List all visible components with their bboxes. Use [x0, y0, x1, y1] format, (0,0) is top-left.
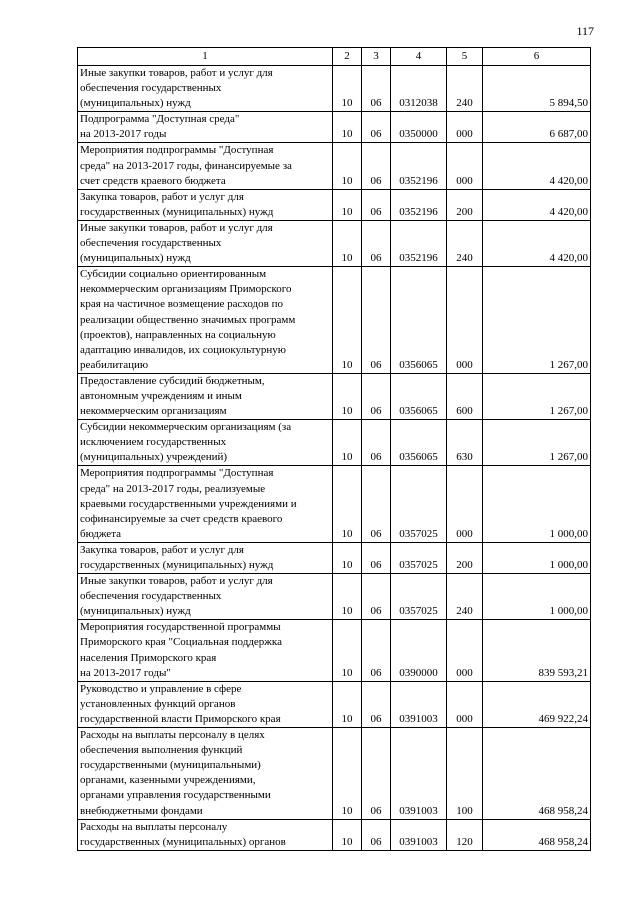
cell-section: 10 — [333, 728, 362, 820]
cell-name: Мероприятия подпрограммы "Доступная среда" на 2013-2017 годы, реализуемые краевыми государственными учреждениями и софинансируемые за счет средств краевого бюджета — [78, 466, 333, 542]
cell-subsection: 06 — [362, 620, 391, 681]
cell-section: 10 — [333, 112, 362, 143]
cell-name: Подпрограмма "Доступная среда" на 2013-2017 годы — [78, 112, 333, 143]
table-row — [78, 420, 591, 466]
cell-amount: 1 267,00 — [483, 267, 591, 374]
cell-subsection: 06 — [362, 574, 391, 620]
table-row — [78, 466, 591, 542]
cell-subsection: 06 — [362, 466, 391, 542]
cell-expense-type: 000 — [447, 681, 483, 727]
cell-name: Мероприятия подпрограммы "Доступная среда" на 2013-2017 годы, финансируемые за счет средств краевого бюджета — [78, 143, 333, 189]
cell-article: 0352196 — [391, 143, 447, 189]
header-cell-amount: 6 — [483, 48, 591, 66]
cell-subsection: 06 — [362, 542, 391, 573]
cell-article: 0356065 — [391, 373, 447, 419]
cell-subsection: 06 — [362, 220, 391, 266]
cell-article: 0357025 — [391, 542, 447, 573]
table-row — [78, 542, 591, 573]
cell-amount: 468 958,24 — [483, 819, 591, 850]
table-body — [78, 48, 591, 851]
cell-name: Субсидии некоммерческим организациям (за исключением государственных (муниципальных) учреждений) — [78, 420, 333, 466]
cell-name: Руководство и управление в сфере установленных функций органов государственной власти Приморского края — [78, 681, 333, 727]
cell-subsection: 06 — [362, 267, 391, 374]
table-row — [78, 819, 591, 850]
cell-section: 10 — [333, 819, 362, 850]
cell-name: Закупка товаров, работ и услуг для государственных (муниципальных) нужд — [78, 542, 333, 573]
cell-expense-type: 200 — [447, 189, 483, 220]
cell-article: 0391003 — [391, 681, 447, 727]
header-cell-expense-type: 5 — [447, 48, 483, 66]
cell-expense-type: 240 — [447, 66, 483, 112]
cell-name: Иные закупки товаров, работ и услуг для обеспечения государственных (муниципальных) нужд — [78, 220, 333, 266]
cell-expense-type: 630 — [447, 420, 483, 466]
cell-amount: 469 922,24 — [483, 681, 591, 727]
cell-article: 0390000 — [391, 620, 447, 681]
budget-table — [77, 47, 591, 851]
cell-article: 0350000 — [391, 112, 447, 143]
table-row — [78, 620, 591, 681]
cell-subsection: 06 — [362, 681, 391, 727]
cell-amount: 839 593,21 — [483, 620, 591, 681]
cell-subsection: 06 — [362, 728, 391, 820]
cell-amount: 1 267,00 — [483, 373, 591, 419]
cell-section: 10 — [333, 466, 362, 542]
cell-subsection: 06 — [362, 373, 391, 419]
cell-article: 0312038 — [391, 66, 447, 112]
cell-section: 10 — [333, 681, 362, 727]
table-row — [78, 143, 591, 189]
cell-expense-type: 240 — [447, 220, 483, 266]
cell-section: 10 — [333, 189, 362, 220]
cell-expense-type: 000 — [447, 112, 483, 143]
cell-amount: 4 420,00 — [483, 143, 591, 189]
cell-section: 10 — [333, 542, 362, 573]
cell-amount: 6 687,00 — [483, 112, 591, 143]
cell-name: Мероприятия государственной программы Приморского края "Социальная поддержка населения Приморского края на 2013-2017 годы" — [78, 620, 333, 681]
table-row — [78, 220, 591, 266]
cell-section: 10 — [333, 620, 362, 681]
cell-article: 0356065 — [391, 420, 447, 466]
cell-name: Расходы на выплаты персоналу в целях обеспечения выполнения функций государственными (муниципальными) органами, казенными учреждениями, органами управления государственными внебюджетными фондами — [78, 728, 333, 820]
cell-expense-type: 200 — [447, 542, 483, 573]
cell-amount: 1 000,00 — [483, 466, 591, 542]
cell-article: 0391003 — [391, 819, 447, 850]
cell-subsection: 06 — [362, 420, 391, 466]
header-cell-section: 2 — [333, 48, 362, 66]
cell-amount: 4 420,00 — [483, 220, 591, 266]
table-row — [78, 681, 591, 727]
cell-name: Иные закупки товаров, работ и услуг для обеспечения государственных (муниципальных) нужд — [78, 66, 333, 112]
cell-article: 0352196 — [391, 220, 447, 266]
cell-amount: 5 894,50 — [483, 66, 591, 112]
header-cell-article: 4 — [391, 48, 447, 66]
cell-expense-type: 000 — [447, 466, 483, 542]
header-cell-subsection: 3 — [362, 48, 391, 66]
cell-expense-type: 000 — [447, 143, 483, 189]
cell-name: Предоставление субсидий бюджетным, автономным учреждениям и иным некоммерческим организациям — [78, 373, 333, 419]
cell-expense-type: 000 — [447, 620, 483, 681]
cell-subsection: 06 — [362, 66, 391, 112]
cell-subsection: 06 — [362, 819, 391, 850]
cell-amount: 1 000,00 — [483, 574, 591, 620]
cell-expense-type: 000 — [447, 267, 483, 374]
cell-amount: 1 267,00 — [483, 420, 591, 466]
cell-article: 0357025 — [391, 466, 447, 542]
cell-article: 0356065 — [391, 267, 447, 374]
cell-expense-type: 240 — [447, 574, 483, 620]
table-row — [78, 66, 591, 112]
cell-section: 10 — [333, 373, 362, 419]
cell-article: 0352196 — [391, 189, 447, 220]
cell-name: Субсидии социально ориентированным некоммерческим организациям Приморского края на частичное возмещение расходов по реализации общественно значимых программ (проектов), направленных на социальную адаптацию инвалидов, их социокультурную реабилитацию — [78, 267, 333, 374]
table-row — [78, 574, 591, 620]
cell-amount: 4 420,00 — [483, 189, 591, 220]
cell-section: 10 — [333, 420, 362, 466]
table-header-row — [78, 48, 591, 66]
cell-section: 10 — [333, 143, 362, 189]
table-row — [78, 373, 591, 419]
cell-subsection: 06 — [362, 189, 391, 220]
cell-subsection: 06 — [362, 143, 391, 189]
cell-name: Закупка товаров, работ и услуг для государственных (муниципальных) нужд — [78, 189, 333, 220]
cell-section: 10 — [333, 574, 362, 620]
cell-subsection: 06 — [362, 112, 391, 143]
table-row — [78, 267, 591, 374]
cell-amount: 1 000,00 — [483, 542, 591, 573]
cell-name: Расходы на выплаты персоналу государственных (муниципальных) органов — [78, 819, 333, 850]
page-number: 117 — [576, 24, 594, 38]
cell-section: 10 — [333, 66, 362, 112]
cell-article: 0357025 — [391, 574, 447, 620]
cell-section: 10 — [333, 220, 362, 266]
cell-amount: 468 958,24 — [483, 728, 591, 820]
table-row — [78, 728, 591, 820]
cell-expense-type: 600 — [447, 373, 483, 419]
cell-article: 0391003 — [391, 728, 447, 820]
header-cell-name: 1 — [78, 48, 333, 66]
cell-section: 10 — [333, 267, 362, 374]
cell-expense-type: 120 — [447, 819, 483, 850]
table-row — [78, 112, 591, 143]
table-row — [78, 189, 591, 220]
cell-name: Иные закупки товаров, работ и услуг для обеспечения государственных (муниципальных) нужд — [78, 574, 333, 620]
cell-expense-type: 100 — [447, 728, 483, 820]
